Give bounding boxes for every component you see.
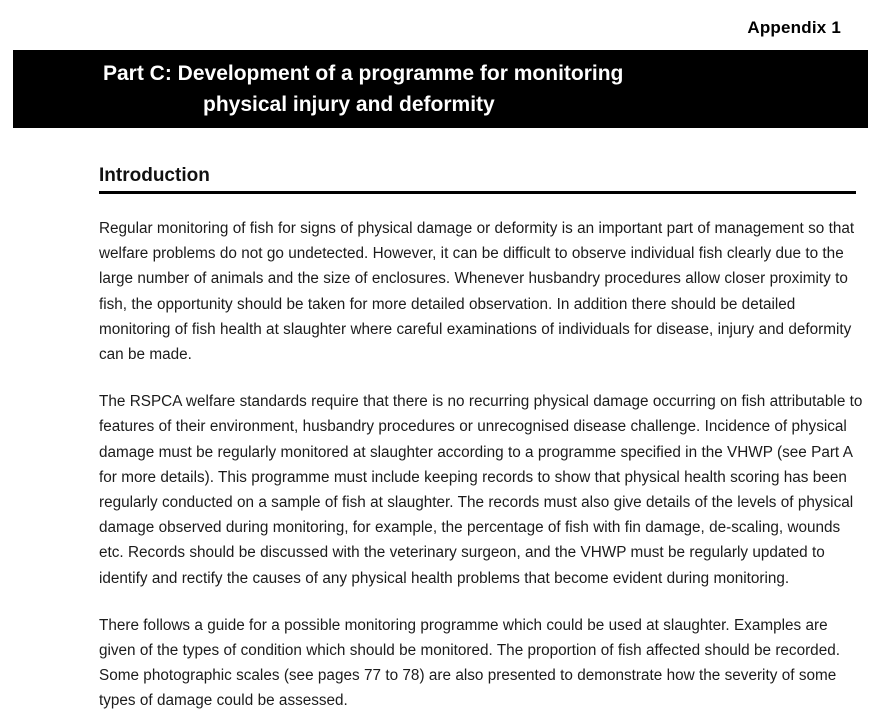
section-heading-introduction: Introduction	[99, 165, 210, 186]
body-paragraph: There follows a guide for a possible monitoring programme which could be used at slaughter. Examples are given of the types of condition which should be monitored. The proportion of fish affected should be recorded. Some photographic scales (see pages 77 to 78) are also presented to demonstrate how the severity of some types of damage could be assessed.	[99, 616, 840, 710]
title-banner	[13, 50, 868, 128]
heading-divider-rule	[99, 191, 856, 194]
running-head-appendix: Appendix 1	[747, 18, 841, 37]
body-copy	[99, 216, 866, 714]
body-paragraph: The RSPCA welfare standards require that there is no recurring physical damage occurring on fish attributable to features of their environment, husbandry procedures or unrecognised disease challenge. Incidence of physical damage must be regularly monitored at slaughter according to a programme specified in the VHWP (see Part A for more details). This programme must include keeping records to show that physical health scoring has been regularly conducted on a sample of fish at slaughter. The records must also give details of the levels of physical damage observed during monitoring, for example, the percentage of fish with fin damage, de-scaling, wounds etc. Records should be discussed with the veterinary surgeon, and the VHWP must be regularly updated to identify and rectify the causes of any physical health problems that become evident during monitoring.	[99, 393, 863, 587]
body-paragraph: Regular monitoring of fish for signs of physical damage or deformity is an important part of management so that welfare problems do not go undetected. However, it can be difficult to observe individual fish clearly due to the large number of animals and the size of enclosures. Whenever husbandry procedures allow closer proximity to fish, the opportunity should be taken for more detailed observation. In addition there should be detailed monitoring of fish health at slaughter where careful examinations of individuals for disease, injury and deformity can be made.	[99, 220, 855, 364]
title-line-1: Part C: Development of a programme for monitoring	[103, 62, 624, 85]
title-line-2: physical injury and deformity	[203, 93, 495, 116]
